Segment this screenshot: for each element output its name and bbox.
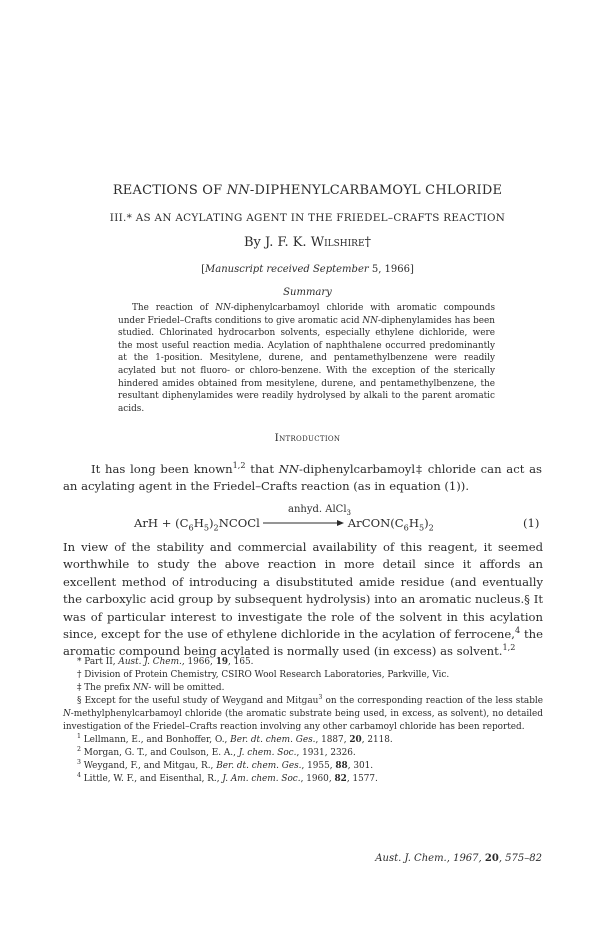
footnotes xyxy=(63,656,543,786)
equation-rhs: $ArCON(C_6H_5)_2$ xyxy=(347,516,434,533)
equation-catalyst: anhyd. AlCl$_3$ xyxy=(288,504,351,517)
article-subtitle: III.* AS AN ACYLATING AGENT IN THE FRIEDEL–CRAFTS REACTION xyxy=(109,212,506,224)
footnote-part: * Part II, Aust. J. Chem., 1966, 19, 165. xyxy=(77,657,254,667)
journal-footer: Aust. J. Chem., 1967, 20, 575–82 xyxy=(375,853,542,864)
manuscript-received: [Manuscript received September 5, 1966] xyxy=(201,264,414,275)
footnote-prefix: ‡ The prefix NN- will be omitted. xyxy=(77,683,225,693)
intro-paragraph-2: In view of the stability and commercial availability of this reagent, it seemed worthwhile to study the above reaction in more detail since it affords an excellent method of introducing a disubstituted amide residue (and eventually the carboxylic acid group by subsequent hydrolysis) into an aromatic nucleus.§ It was of particular interest to investigate the role of the solvent in this acylation since, except for the use of ethylene dichloride in the acylation of ferrocene,$^4$ the aromatic compound being acylated is normally used (in excess) as solvent.$^{1,2}$ xyxy=(63,540,543,659)
equation-1 xyxy=(134,516,434,533)
footnote-affiliation: † Division of Protein Chemistry, CSIRO Wool Research Laboratories, Parkville, Vic. xyxy=(77,670,450,680)
reference-1: $^1$ Lellmann, E., and Bonhoffer, O., Ber. dt. chem. Ges., 1887, 20, 2118. xyxy=(77,733,393,745)
equation-number: (1) xyxy=(523,516,540,530)
introduction-heading: Introduction xyxy=(274,432,341,444)
equation-lhs: ArH + $(C_6H_5)_2NCOCl$ xyxy=(134,516,260,533)
reference-4: $^4$ Little, W. F., and Eisenthal, R., J. Am. chem. Soc., 1960, 82, 1577. xyxy=(77,772,378,784)
intro-paragraph-1: It has long been known$^{1,2}$ that NN-diphenylcarbamoyl‡ chloride can act as an acylating agent in the Friedel–Crafts reaction (as in equation (1)). xyxy=(63,460,542,494)
author-line: By J. F. K. Wilshire† xyxy=(243,235,372,250)
article-title: REACTIONS OF NN-DIPHENYLCARBAMOYL CHLORIDE xyxy=(112,183,503,198)
reference-3: $^3$ Weygand, F., and Mitgau, R., Ber. dt. chem. Ges., 1955, 88, 301. xyxy=(77,759,374,771)
summary-heading: Summary xyxy=(283,287,332,298)
summary-text: The reaction of NN-diphenylcarbamoyl chloride with aromatic compounds under Friedel–Crafts conditions to give aromatic acid NN-diphenylamides has been studied. Chlorinated hydrocarbon solvents, especially ethylene dichloride, were the most useful reaction media. Acylation of naphthalene occurred predominantly at the 1-position. Mesitylene, durene, and pentamethylbenzene were readily acylated but not fluoro- or chloro-benzene. With the exception of the sterically hindered amides obtained from mesitylene, durene, and pentamethylbenzene, the resultant diphenylamides were readily hydrolysed by alkali to the parent aromatic acids. xyxy=(118,303,496,414)
reaction-arrow-icon xyxy=(263,517,345,527)
reference-2: $^2$ Morgan, G. T., and Coulson, E. A., J. chem. Soc., 1931, 2326. xyxy=(77,746,356,758)
footnote-exception: § Except for the useful study of Weygand and Mitgau$^3$ on the corresponding reaction of the less stable N-methylphenylcarbamoyl chloride (the aromatic substrate being used, in excess, as solvent), no detailed investigation of the Friedel–Crafts reaction involving any other carbamoyl chloride has been reported. xyxy=(63,694,543,732)
